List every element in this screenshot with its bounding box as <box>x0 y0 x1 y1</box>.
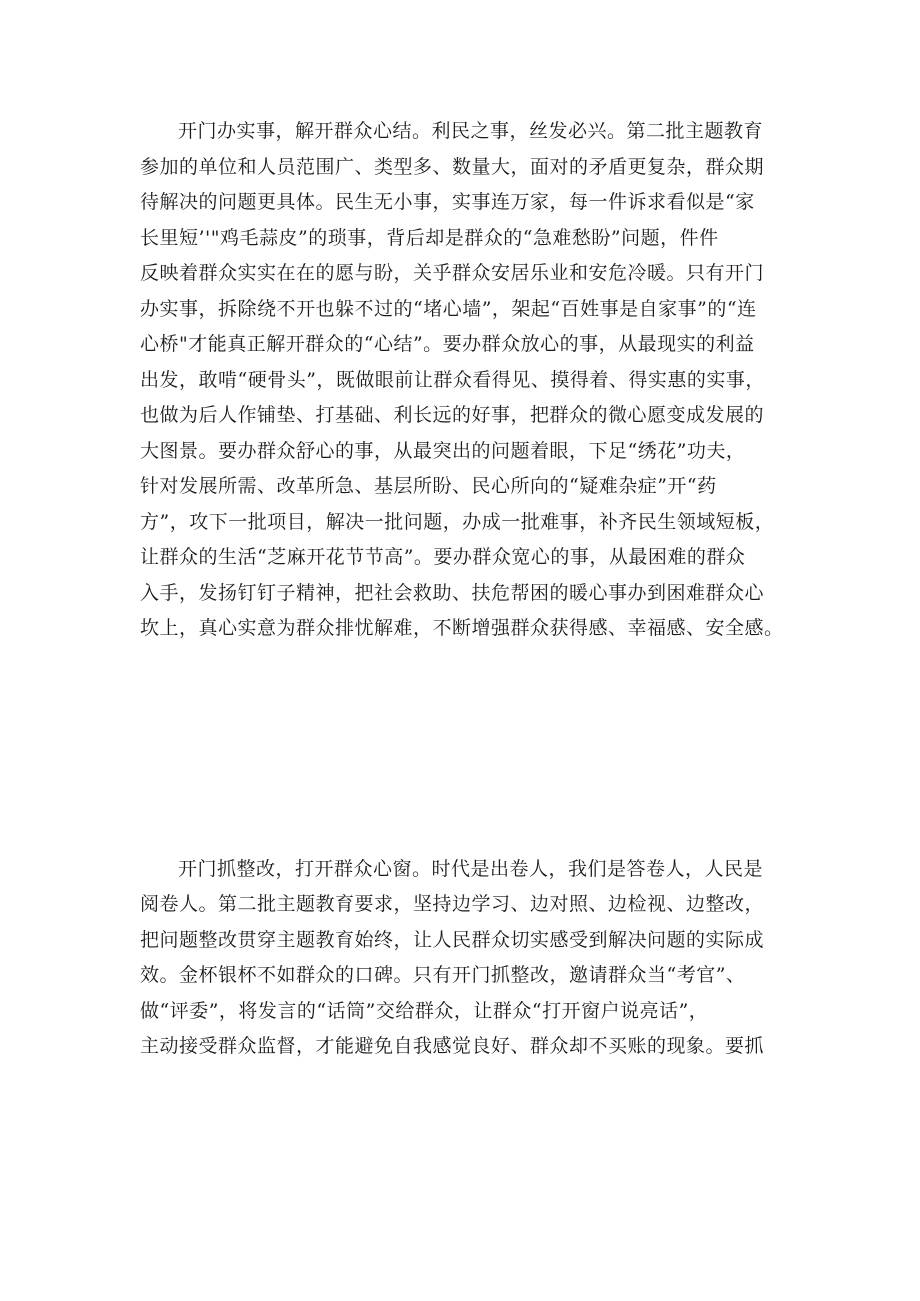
paragraph-1-line: 出发，敢啃“硬骨头”，既做眼前让群众看得见、摸得着、得实惠的实事， <box>140 368 765 391</box>
paragraph-2-line: 开门抓整改，打开群众心窗。时代是出卷人，我们是答卷人，人民是 <box>178 858 764 880</box>
paragraph-1-line: 开门办实事，解开群众心结。利民之事，丝发必兴。第二批主题教育 <box>178 120 764 142</box>
paragraph-2-line: 做“评委”，将发言的“话筒”交给群众，让群众“打开窗户说亮话”， <box>140 999 709 1022</box>
paragraph-1-line: 长里短’'"鸡毛蒜皮”的琐事，背后却是群众的“急难愁盼”问题，件件 <box>140 226 719 249</box>
paragraph-2-line: 阅卷人。第二批主题教育要求，坚持边学习、边对照、边检视、边整改， <box>140 893 765 916</box>
paragraph-1-line: 让群众的生活“芝麻开花节节高”。要办群众宽心的事，从最困难的群众 <box>140 546 746 568</box>
paragraph-1-line: 大图景。要办群众舒心的事，从最突出的问题着眼，下足“绣花”功夫， <box>140 439 746 462</box>
paragraph-1 <box>140 114 800 647</box>
paragraph-1-line: 待解决的问题更具体。民生无小事，实事连万家，每一件诉求看似是“家 <box>140 191 755 213</box>
paragraph-1-line: 反映着群众实实在在的愿与盼，关乎群众安居乐业和安危冷暖。只有开门 <box>140 262 765 284</box>
paragraph-1-line: 入手，发扬钉钉子精神，把社会救助、扶危帮困的暖心事办到困难群众心 <box>140 581 765 604</box>
paragraph-2-line: 主动接受群众监督，才能避免自我感觉良好、群众却不买账的现象。要抓 <box>140 1034 765 1057</box>
paragraph-1-line: 心桥"才能真正解开群众的“心结”。要办群众放心的事，从最现实的利益 <box>140 333 755 355</box>
paragraph-2 <box>140 852 800 1064</box>
paragraph-1-line: 坎上，真心实意为群众排忧解难，不断增强群众获得感、幸福感、安全感。 <box>140 617 784 639</box>
paragraph-1-line: 针对发展所需、改革所急、基层所盼、民心所向的“疑难杂症”开“药 <box>140 475 717 497</box>
paragraph-1-line: 参加的单位和人员范围广、类型多、数量大，面对的矛盾更复杂，群众期 <box>140 155 765 178</box>
paragraph-1-line: 方”，攻下一批项目，解决一批问题，办成一批难事，补齐民生领域短板， <box>140 510 775 533</box>
paragraph-2-line: 效。金杯银杯不如群众的口碑。只有开门抓整改，邀请群众当“考官”、 <box>140 964 746 987</box>
paragraph-1-line: 办实事，拆除绕不开也躲不过的“堵心墙”，架起“百姓事是自家事”的“连 <box>140 297 757 320</box>
paragraph-1-line: 也做为后人作铺垫、打基础、利长远的好事，把群众的微心愿变成发展的 <box>140 404 765 426</box>
paragraph-2-line: 把问题整改贯穿主题教育始终，让人民群众切实感受到解决问题的实际成 <box>140 928 765 951</box>
